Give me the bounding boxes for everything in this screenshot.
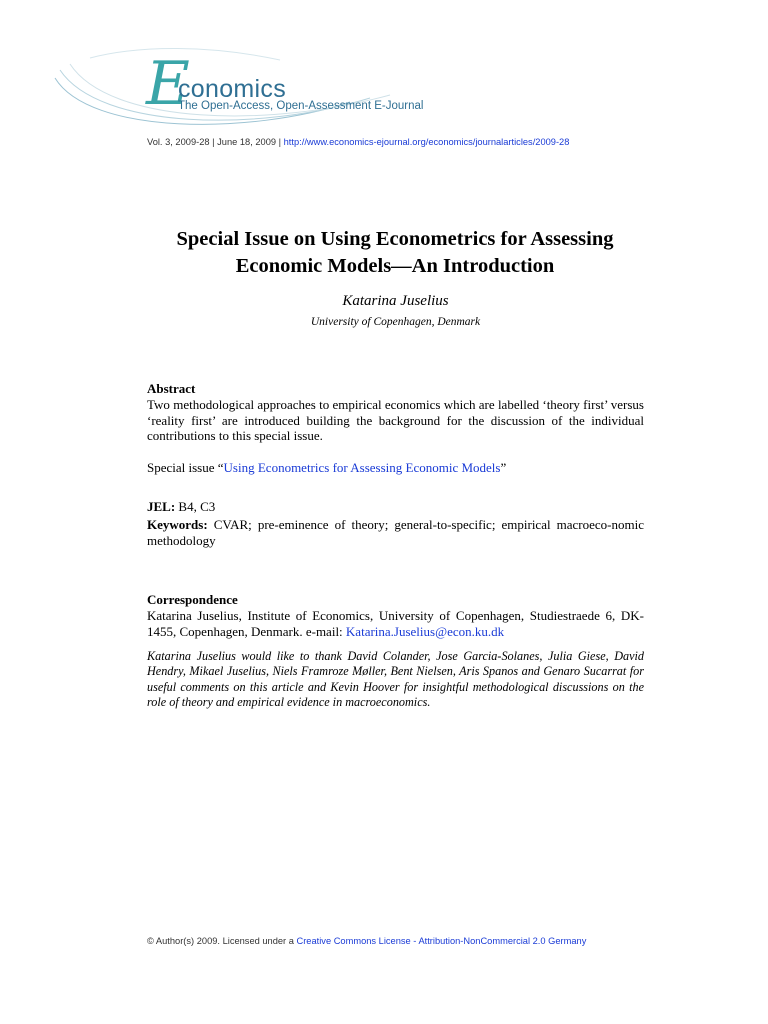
special-issue-suffix: ” [500,460,507,475]
special-issue-link[interactable]: Using Econometrics for Assessing Economic Models [223,460,501,475]
special-issue-line [147,460,644,476]
abstract-text: Two methodological approaches to empirical economics which are labelled ‘theory first’ versus ‘reality first’ are introduced building the background for the discussion of the individual contributions to this special issue. [147,396,644,444]
email-link[interactable]: Katarina.Juselius@econ.ku.dk [345,623,505,639]
author-name: Katarina Juselius [342,293,449,309]
jel-value: B4, C3 [175,499,216,514]
abstract-section [147,381,644,444]
author-affiliation: University of Copenhagen, Denmark [310,316,481,328]
article-title [120,226,670,280]
title-line-1: Special Issue on Using Econometrics for Assessing [176,228,614,250]
abstract-heading: Abstract [147,381,196,396]
license-footer [147,936,586,946]
footer-text: © Author(s) 2009. Licensed under a [147,936,297,946]
title-line-2: Economic Models—An Introduction [235,255,555,277]
correspondence-text [147,608,644,640]
logo-letter-e: E [146,49,190,119]
citation-line [147,137,569,147]
jel-line [147,499,644,515]
special-issue-prefix: Special issue “ [147,460,224,475]
keywords-label: Keywords: [147,517,208,532]
correspondence-section [147,592,644,639]
logo-wordmark: conomics [178,75,286,103]
article-url-link[interactable]: http://www.economics-ejournal.org/economics/journalarticles/2009-28 [283,137,570,147]
license-link[interactable]: Creative Commons License - Attribution-NonCommercial 2.0 Germany [296,936,587,946]
jel-label: JEL: [147,499,176,514]
logo-tagline: The Open-Access, Open-Assessment E-Journal [178,100,424,112]
keywords-line [147,517,644,549]
correspondence-heading: Correspondence [147,592,238,607]
citation-text: Vol. 3, 2009-28 | June 18, 2009 | [147,137,284,147]
correspondence-address: Katarina Juselius, Institute of Economics, University of Copenhagen, Studiestraede 6, DK-1455, Copenhagen, Denmark. e-mail: [147,607,644,639]
keywords-value: CVAR; pre-eminence of theory; general-to-specific; empirical macroeco-nomic methodology [147,517,644,548]
acknowledgement-text: Katarina Juselius would like to thank David Colander, Jose Garcia-Solanes, Julia Giese, David Hendry, Mikael Juselius, Niels Framroze Møller, Bent Nielsen, Aris Spanos and Genaro Sucarrat for useful comments on this article and Kevin Hoover for insightful methodological discussions on the role of theory and empirical evidence in macroeconomics. [147,649,644,710]
journal-logo [50,40,450,130]
